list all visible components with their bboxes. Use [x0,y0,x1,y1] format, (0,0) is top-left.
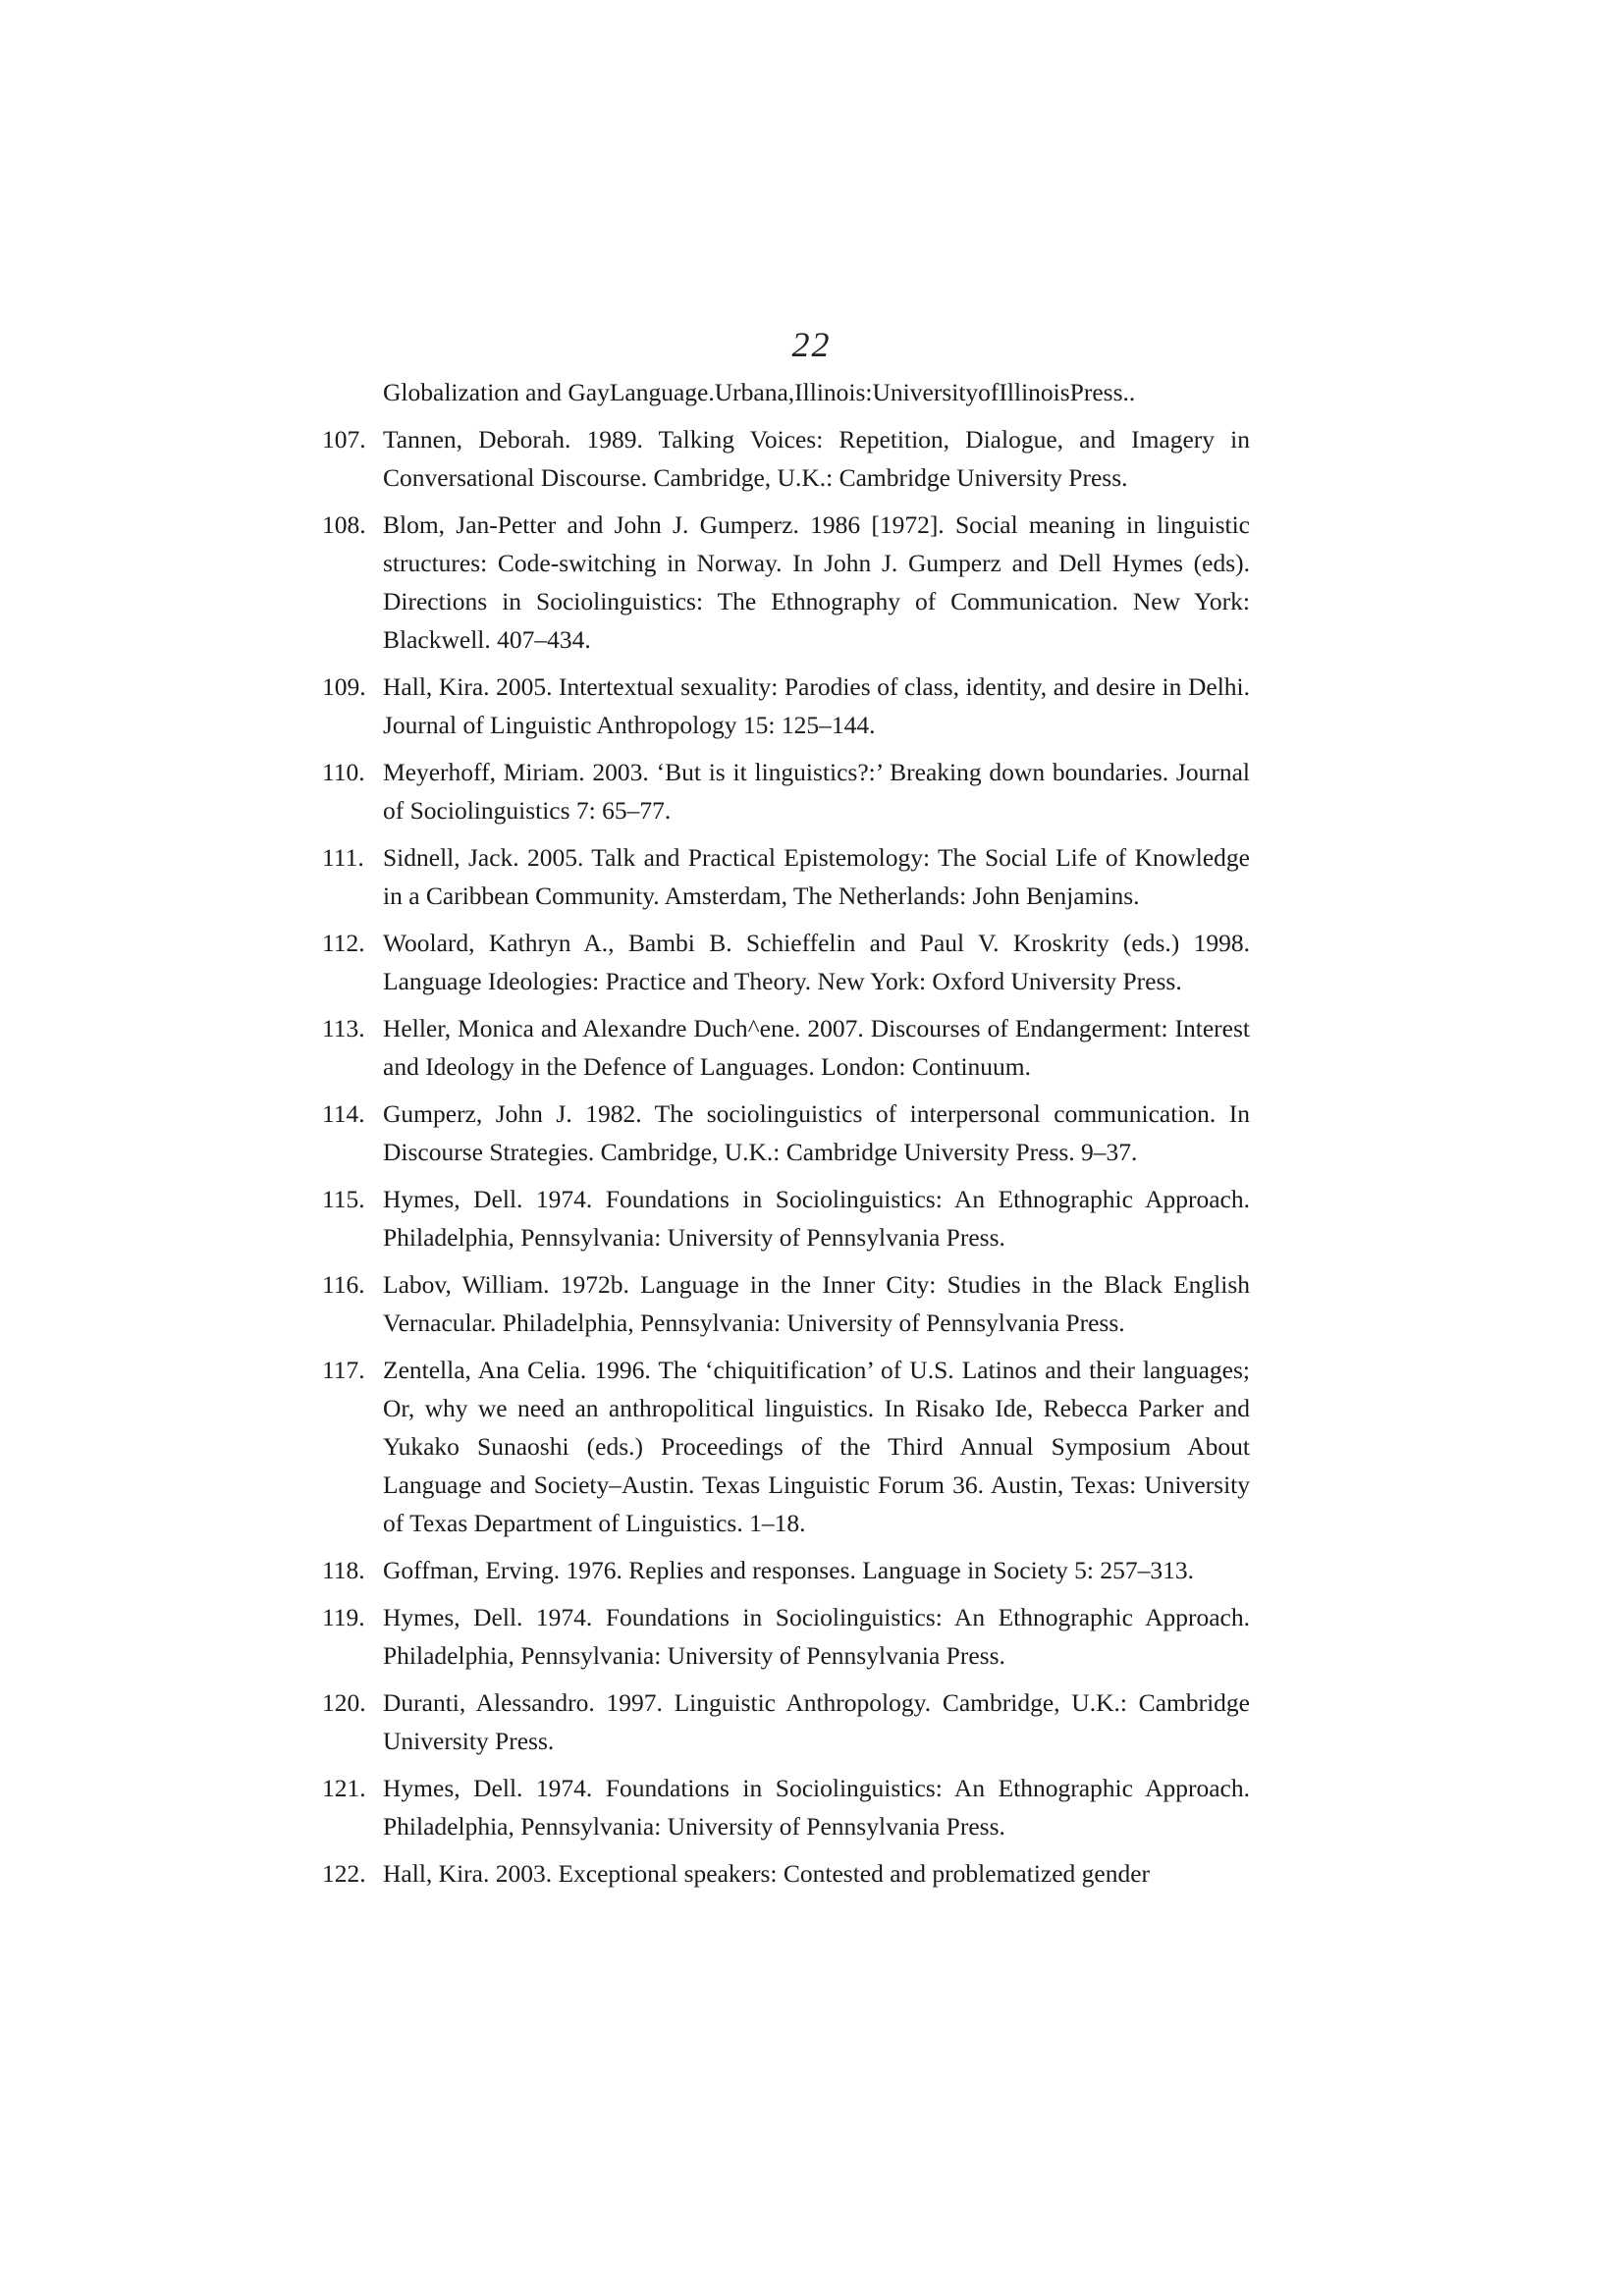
reference-item [322,1265,1250,1342]
reference-number: 111. [322,843,364,872]
reference-number: 116. [322,1270,365,1299]
reference-item [322,1769,1250,1845]
reference-number: 113. [322,1014,365,1042]
reference-text: Zentella, Ana Celia. 1996. The ‘chiquitification’ of U.S. Latinos and their languages; Or, why we need an anthropolitical linguistics. In Risako Ide, Rebecca Parker and Yukako Sunaoshi (eds.) Proceedings of the Third Annual Symposium About Language and Society–Austin. Texas Linguistic Forum 36. Austin, Texas: University of Texas Department of Linguistics. 1–18. [383,1356,1250,1537]
reference-text: Hall, Kira. 2005. Intertextual sexuality: Parodies of class, identity, and desire in Delhi. Journal of Linguistic Anthropology 15: 125–144. [383,672,1250,739]
reference-number: 112. [322,929,365,957]
reference-text: Meyerhoff, Miriam. 2003. ‘But is it linguistics?:’ Breaking down boundaries. Journal of Sociolinguistics 7: 65–77. [383,758,1250,825]
reference-number: 118. [322,1556,365,1584]
reference-item [322,506,1250,659]
reference-item [322,1551,1250,1589]
reference-item [322,1095,1250,1171]
reference-text: Gumperz, John J. 1982. The sociolinguistics of interpersonal communication. In Discourse Strategies. Cambridge, U.K.: Cambridge University Press. 9–37. [383,1099,1250,1166]
reference-text: Sidnell, Jack. 2005. Talk and Practical Epistemology: The Social Life of Knowledge in a Caribbean Community. Amsterdam, The Netherlands: John Benjamins. [383,843,1250,910]
reference-text: Heller, Monica and Alexandre Duch^ene. 2007. Discourses of Endangerment: Interest and Ideology in the Defence of Languages. London: Continuum. [383,1014,1250,1081]
reference-item [322,1854,1250,1893]
reference-text: Hall, Kira. 2003. Exceptional speakers: Contested and problematized gender [383,1859,1151,1888]
reference-number: 114. [322,1099,365,1128]
reference-continuation: Globalization and GayLanguage.Urbana,Illinois:UniversityofIllinoisPress.. [383,378,1136,406]
reference-item [322,1598,1250,1675]
reference-number: 120. [322,1688,366,1717]
reference-text: Blom, Jan-Petter and John J. Gumperz. 1986 [1972]. Social meaning in linguistic structures: Code-switching in Norway. In John J. Gumperz and Dell Hymes (eds). Directions in Sociolinguistics: The Ethnography of Communication. New York: Blackwell. 407–434. [383,510,1250,654]
reference-item [322,1683,1250,1760]
reference-number: 107. [322,425,366,454]
reference-text: Labov, William. 1972b. Language in the Inner City: Studies in the Black English Vernacular. Philadelphia, Pennsylvania: University of Pennsylvania Press. [383,1270,1250,1337]
reference-number: 117. [322,1356,365,1384]
reference-item [322,667,1250,744]
reference-item [322,420,1250,497]
reference-number: 109. [322,672,366,701]
reference-text: Woolard, Kathryn A., Bambi B. Schieffelin and Paul V. Kroskrity (eds.) 1998. Language Ideologies: Practice and Theory. New York: Oxford University Press. [383,929,1250,995]
reference-text: Hymes, Dell. 1974. Foundations in Sociolinguistics: An Ethnographic Approach. Philadelphia, Pennsylvania: University of Pennsylvania Press. [383,1185,1250,1252]
reference-number: 122. [322,1859,366,1888]
reference-number: 121. [322,1774,366,1802]
reference-item [322,1351,1250,1542]
reference-number: 115. [322,1185,365,1213]
reference-number: 110. [322,758,365,786]
reference-item [322,1009,1250,1086]
reference-number: 108. [322,510,366,539]
reference-text: Hymes, Dell. 1974. Foundations in Sociolinguistics: An Ethnographic Approach. Philadelphia, Pennsylvania: University of Pennsylvania Press. [383,1774,1250,1841]
reference-item [322,753,1250,829]
reference-text: Tannen, Deborah. 1989. Talking Voices: Repetition, Dialogue, and Imagery in Conversational Discourse. Cambridge, U.K.: Cambridge University Press. [383,425,1250,492]
reference-list [322,373,1250,1901]
page-number: 22 [791,325,832,364]
reference-number: 119. [322,1603,365,1631]
reference-item [322,924,1250,1000]
reference-item [322,838,1250,915]
reference-text: Duranti, Alessandro. 1997. Linguistic Anthropology. Cambridge, U.K.: Cambridge University Press. [383,1688,1250,1755]
reference-text: Goffman, Erving. 1976. Replies and responses. Language in Society 5: 257–313. [383,1556,1195,1584]
reference-text: Hymes, Dell. 1974. Foundations in Sociolinguistics: An Ethnographic Approach. Philadelphia, Pennsylvania: University of Pennsylvania Press. [383,1603,1250,1670]
reference-item [322,1180,1250,1256]
